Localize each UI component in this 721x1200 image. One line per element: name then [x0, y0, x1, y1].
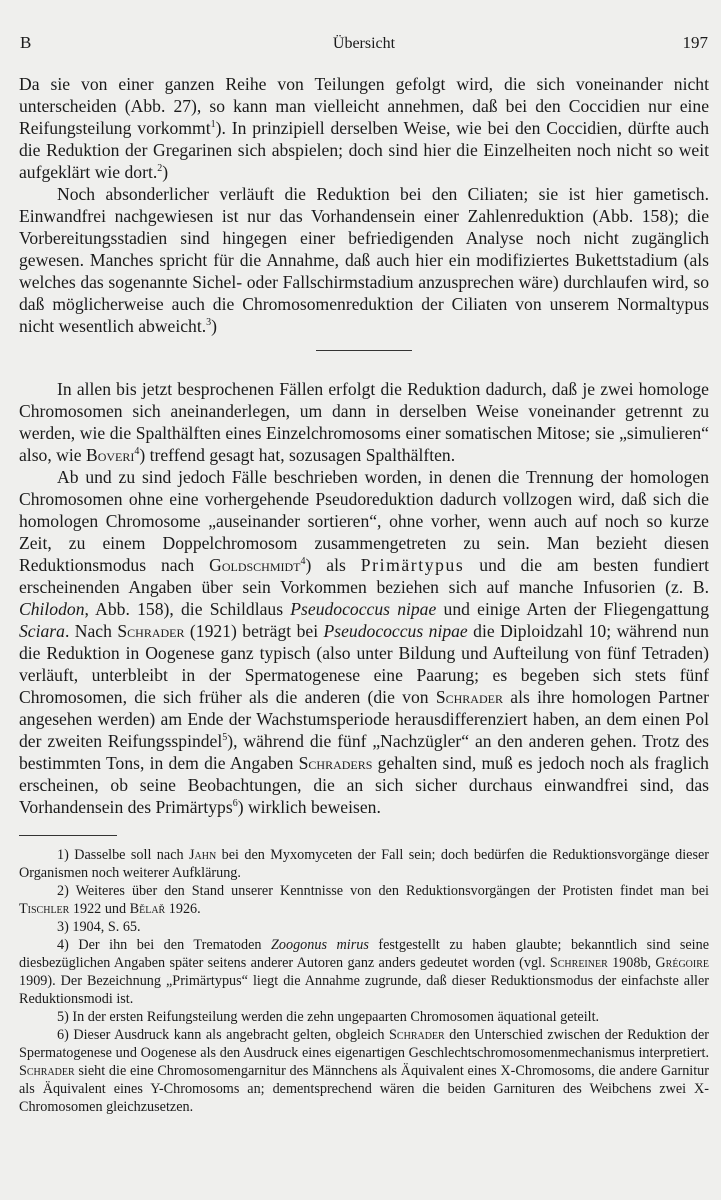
author-name: Schrader [435, 687, 503, 707]
footnote-2 [19, 882, 709, 918]
footnote-ref: 5 [222, 732, 228, 744]
author-name: Schraders [298, 753, 373, 773]
footnote-1 [19, 846, 709, 882]
taxon-name: Pseudococcus nipae [323, 621, 468, 641]
text-run: 1) Dasselbe soll nach [57, 847, 190, 863]
footnote-ref: 2 [157, 163, 163, 175]
footnote-ref: 1 [210, 119, 216, 131]
text-run: 1909). Der Bezeichnung „Primärtypus“ liegt die Annahme zugrunde, daß dieser Reduktionsmodus der einfachste aller Reduktionsmodi ist. [19, 973, 709, 1007]
footnote-ref: 3 [206, 317, 212, 329]
section-divider [316, 350, 412, 351]
text-run: ), während die fünf „Nachzügler“ an den anderen gehen. Trotz des bestimmten Tons, in dem die Angaben [19, 731, 709, 773]
author-name: Schreiner [549, 955, 608, 971]
footnote-divider [19, 835, 117, 836]
text-run: Ab und zu sind jedoch Fälle beschrieben worden, in denen die Trennung der homologen Chromosomen ohne eine vorhergehende Pseudoreduktion dadurch vollzogen wird, daß sich die homologen Chromosome „auseinander sortieren“, ohne vorher, wenn auch auf noch so kurze Zeit, zu einem Doppelchromosom zusammengetreten zu sein. Man bezieht diesen Reduktionsmodus nach [19, 467, 709, 575]
author-name: Grégoire [655, 955, 709, 971]
text-run: die Diploidzahl 10; während nun die Reduktion in Oogenese ganz typisch (also unter Bildung und Aufteilung von fünf Tetraden) verläuft, unterbleibt in der Spermatogenese eine Paarung; es begeben sich stets fünf Chromosomen, die sich früher als die anderen (die von [19, 621, 709, 707]
paragraph-ciliaten [19, 183, 709, 337]
footnote-ref: 6 [232, 798, 238, 810]
text-run: 6) Dieser Ausdruck kann als angebracht gelten, obgleich [57, 1027, 390, 1043]
author-name: Bělař [129, 901, 166, 917]
footnote-6 [19, 1026, 709, 1116]
text-run: 1926. [165, 901, 201, 917]
text-run: und die am besten fundiert erscheinenden Angaben über sein Vorkommen beziehen sich auf manche Infusorien (z. B. [19, 555, 709, 597]
text-run: 4) Der ihn bei den Trematoden [57, 937, 272, 953]
footnotes [19, 846, 709, 1116]
page-number: 197 [682, 33, 708, 52]
text-run: In allen bis jetzt besprochenen Fällen erfolgt die Reduktion dadurch, daß je zwei homologe Chromosomen sich aneinanderlegen, um dann in derselben Weise voneinander getrennt zu werden, wie die Spalthälften eines Einzelchromosoms einer somatischen Mitose; sie „simulieren“ also, wie [19, 379, 709, 465]
text-run: 1908b, [607, 955, 656, 971]
taxon-name: Zoogonus mirus [271, 937, 369, 953]
text-run: festgestellt zu haben glaubte; bekanntlich sind seine diesbezüglichen Angaben später seitens anderer Autoren ganz anders gedeutet worden (vgl. [19, 937, 709, 971]
taxon-name: Pseudococcus nipae [290, 599, 437, 619]
footnote-ref: 4 [300, 556, 306, 568]
author-name: Boveri [85, 445, 135, 465]
paragraph-reduktion [19, 378, 709, 466]
taxon-name: Chilodon [19, 599, 85, 619]
paragraph-coccidien [19, 73, 709, 183]
text-run: als ihre homologen Partner angesehen werden) am Ende der Wachstumsperiode herausdifferenziert haben, an dem einen Pol der zweiten Reifungsspindel [19, 687, 709, 751]
text-run: gehalten sind, muß es jedoch noch als fraglich erscheinen, ob seine Beobachtungen, die an sich sicher durchaus einwandfrei sind, das Vorhandensein des Primärtyps [19, 753, 709, 817]
running-title: Übersicht [332, 35, 396, 52]
text-run: (1921) beträgt bei [184, 621, 324, 641]
text-run: ) [211, 316, 217, 336]
footnote-ref: 4 [134, 446, 140, 458]
section-letter: B [20, 33, 32, 52]
emphasized-term: Primärtypus [360, 555, 465, 575]
text-run: ). In prinzipiell derselben Weise, wie bei den Coccidien, dürfte auch die Reduktion der Gregarinen sich abspielen; doch sind hier die Einzelheiten noch nicht so weit aufgeklärt wie dort. [19, 118, 709, 182]
text-run: ) als [305, 555, 361, 575]
text-run: 5) In der ersten Reifungsteilung werden die zehn ungepaarten Chromosomen äquational geteilt. [57, 1009, 600, 1025]
text-run: sieht die eine Chromosomengarnitur des Männchens als Äquivalent eines X-Chromosoms, die andere Garnitur als Äquivalent eines Y-Chromosoms an; dementsprechend wären die beiden Garnituren des Weibchens zwei X-Chromosomen gleichzusetzen. [19, 1063, 709, 1115]
author-name: Schrader [117, 621, 185, 641]
text-run: 1922 und [69, 901, 130, 917]
main-text [19, 73, 709, 1116]
text-run: ) [162, 162, 169, 182]
author-name: Schrader [389, 1027, 445, 1043]
text-run: den Unterschied zwischen der Reduktion der Spermatogenese und Oogenese als den Ausdruck eines eigenartigen Geschlechtschromosomenmechanismus interpretiert. [19, 1027, 710, 1061]
text-run: ) wirklich beweisen. [237, 797, 381, 817]
text-run: . Nach [64, 621, 118, 641]
footnote-4 [19, 936, 709, 1008]
paragraph-primaertypus [19, 466, 709, 818]
text-run: 3) 1904, S. 65. [57, 919, 141, 935]
taxon-name: Sciara [19, 621, 65, 641]
text-run: 2) Weiteres über den Stand unserer Kenntnisse von den Reduktionsvorgängen der Protisten findet man bei [57, 883, 709, 899]
text-run: und einige Arten der Fliegengattung [436, 599, 709, 619]
text-run: , Abb. 158), die Schildlaus [84, 599, 291, 619]
author-name: Schrader [19, 1063, 75, 1079]
author-name: Goldschmidt [209, 555, 301, 575]
running-header [20, 33, 708, 57]
text-run: bei den Myxomyceten der Fall sein; doch bedürfen die Reduktionsvorgänge dieser Organismen noch weiterer Aufklärung. [19, 847, 709, 881]
text-run: Noch absonderlicher verläuft die Reduktion bei den Ciliaten; sie ist hier gametisch. Einwandfrei nachgewiesen ist nur das Vorhandensein einer Zahlenreduktion (Abb. 158); die Vorbereitungsstadien sind hingegen einer befriedigenden Analyse noch nicht zugänglich gewesen. Manches spricht für die Annahme, daß auch hier ein modifiziertes Bukettstadium (als welches das sogenannte Sichel- oder Fallschirmstadium anzusprechen wäre) durchlaufen wird, so daß möglicherweise auch die Chromosomenreduktion der Ciliaten von unserem Normaltypus nicht wesentlich abweicht. [19, 184, 709, 336]
footnote-3 [19, 918, 709, 936]
author-name: Tischler [19, 901, 70, 917]
author-name: Jahn [189, 847, 217, 863]
text-run: Da sie von einer ganzen Reihe von Teilungen gefolgt wird, die sich voneinander nicht unterscheiden (Abb. 27), so kann man vielleicht annehmen, daß bei den Coccidien nur eine Reifungsteilung vorkommt [19, 74, 709, 138]
text-run: ) treffend gesagt hat, sozusagen Spalthälften. [139, 445, 456, 465]
footnote-5 [19, 1008, 709, 1026]
